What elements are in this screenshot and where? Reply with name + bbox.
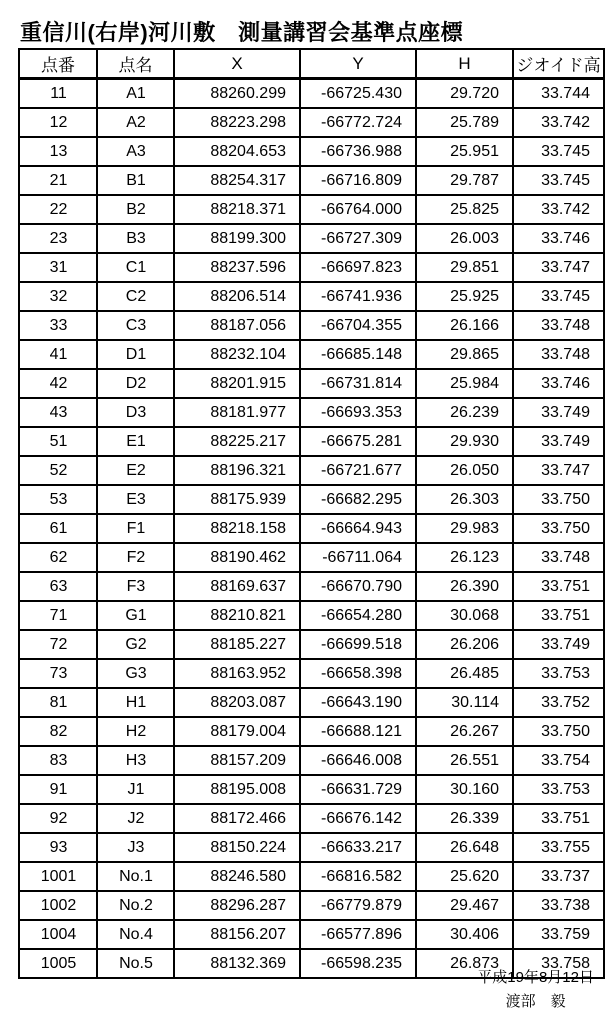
cell-point-number: 12 <box>19 108 97 137</box>
cell-point-name: G3 <box>97 659 174 688</box>
table-row <box>19 804 604 833</box>
cell-point-number: 1004 <box>19 920 97 949</box>
table-row <box>19 253 604 282</box>
cell-geoid-height: 33.745 <box>513 282 604 311</box>
cell-h: 25.789 <box>416 108 513 137</box>
footer <box>477 966 594 1014</box>
cell-y: -66633.217 <box>300 833 416 862</box>
cell-y: -66682.295 <box>300 485 416 514</box>
cell-point-name: J2 <box>97 804 174 833</box>
cell-x: 88204.653 <box>174 137 300 166</box>
cell-point-name: D3 <box>97 398 174 427</box>
cell-y: -66646.008 <box>300 746 416 775</box>
cell-x: 88190.462 <box>174 543 300 572</box>
cell-point-name: J3 <box>97 833 174 862</box>
cell-point-name: No.1 <box>97 862 174 891</box>
cell-geoid-height: 33.748 <box>513 543 604 572</box>
cell-h: 25.825 <box>416 195 513 224</box>
cell-point-number: 93 <box>19 833 97 862</box>
table-row <box>19 572 604 601</box>
cell-point-name: A3 <box>97 137 174 166</box>
cell-point-name: E1 <box>97 427 174 456</box>
cell-point-number: 82 <box>19 717 97 746</box>
cell-point-number: 13 <box>19 137 97 166</box>
cell-point-number: 92 <box>19 804 97 833</box>
cell-point-number: 1001 <box>19 862 97 891</box>
table-row <box>19 456 604 485</box>
coordinate-table <box>18 48 605 979</box>
cell-h: 29.865 <box>416 340 513 369</box>
cell-h: 26.166 <box>416 311 513 340</box>
col-header-geoid-height: ジオイド高 <box>513 49 604 79</box>
cell-h: 29.983 <box>416 514 513 543</box>
table-row <box>19 862 604 891</box>
cell-h: 26.003 <box>416 224 513 253</box>
cell-geoid-height: 33.759 <box>513 920 604 949</box>
cell-point-number: 71 <box>19 601 97 630</box>
table-row <box>19 543 604 572</box>
cell-point-number: 42 <box>19 369 97 398</box>
cell-point-name: No.4 <box>97 920 174 949</box>
cell-point-name: F2 <box>97 543 174 572</box>
cell-h: 26.339 <box>416 804 513 833</box>
cell-h: 26.873 <box>416 949 513 978</box>
cell-x: 88132.369 <box>174 949 300 978</box>
cell-point-name: H3 <box>97 746 174 775</box>
cell-x: 88206.514 <box>174 282 300 311</box>
cell-h: 25.951 <box>416 137 513 166</box>
cell-point-number: 43 <box>19 398 97 427</box>
cell-y: -66704.355 <box>300 311 416 340</box>
cell-geoid-height: 33.737 <box>513 862 604 891</box>
cell-y: -66670.790 <box>300 572 416 601</box>
cell-geoid-height: 33.747 <box>513 253 604 282</box>
cell-geoid-height: 33.746 <box>513 224 604 253</box>
cell-y: -66741.936 <box>300 282 416 311</box>
cell-point-number: 63 <box>19 572 97 601</box>
cell-point-name: H1 <box>97 688 174 717</box>
cell-h: 26.485 <box>416 659 513 688</box>
cell-h: 30.406 <box>416 920 513 949</box>
cell-y: -66685.148 <box>300 340 416 369</box>
cell-point-name: G2 <box>97 630 174 659</box>
cell-geoid-height: 33.747 <box>513 456 604 485</box>
cell-geoid-height: 33.749 <box>513 630 604 659</box>
cell-y: -66716.809 <box>300 166 416 195</box>
cell-point-name: D2 <box>97 369 174 398</box>
cell-h: 30.160 <box>416 775 513 804</box>
cell-x: 88157.209 <box>174 746 300 775</box>
cell-point-name: G1 <box>97 601 174 630</box>
table-row <box>19 137 604 166</box>
cell-x: 88246.580 <box>174 862 300 891</box>
cell-y: -66643.190 <box>300 688 416 717</box>
cell-y: -66725.430 <box>300 79 416 109</box>
cell-h: 30.114 <box>416 688 513 717</box>
cell-point-name: H2 <box>97 717 174 746</box>
cell-point-number: 73 <box>19 659 97 688</box>
cell-point-number: 41 <box>19 340 97 369</box>
table-row <box>19 166 604 195</box>
cell-h: 25.925 <box>416 282 513 311</box>
table-header-row <box>19 49 604 79</box>
cell-geoid-height: 33.744 <box>513 79 604 109</box>
cell-h: 26.050 <box>416 456 513 485</box>
cell-geoid-height: 33.751 <box>513 572 604 601</box>
cell-geoid-height: 33.748 <box>513 340 604 369</box>
cell-x: 88210.821 <box>174 601 300 630</box>
cell-point-name: B1 <box>97 166 174 195</box>
cell-x: 88195.008 <box>174 775 300 804</box>
cell-geoid-height: 33.751 <box>513 601 604 630</box>
cell-x: 88181.977 <box>174 398 300 427</box>
cell-y: -66654.280 <box>300 601 416 630</box>
cell-geoid-height: 33.742 <box>513 195 604 224</box>
cell-point-number: 11 <box>19 79 97 109</box>
cell-h: 29.787 <box>416 166 513 195</box>
cell-y: -66664.943 <box>300 514 416 543</box>
cell-geoid-height: 33.742 <box>513 108 604 137</box>
cell-h: 25.620 <box>416 862 513 891</box>
cell-x: 88196.321 <box>174 456 300 485</box>
cell-geoid-height: 33.745 <box>513 137 604 166</box>
cell-y: -66721.677 <box>300 456 416 485</box>
cell-y: -66736.988 <box>300 137 416 166</box>
cell-y: -66631.729 <box>300 775 416 804</box>
cell-y: -66731.814 <box>300 369 416 398</box>
cell-x: 88254.317 <box>174 166 300 195</box>
cell-point-number: 61 <box>19 514 97 543</box>
table-row <box>19 369 604 398</box>
table-row <box>19 717 604 746</box>
cell-point-name: B2 <box>97 195 174 224</box>
cell-point-name: C3 <box>97 311 174 340</box>
cell-h: 29.467 <box>416 891 513 920</box>
cell-h: 26.551 <box>416 746 513 775</box>
col-header-point-number: 点番 <box>19 49 97 79</box>
cell-x: 88163.952 <box>174 659 300 688</box>
table-row <box>19 108 604 137</box>
cell-point-number: 53 <box>19 485 97 514</box>
table-row <box>19 833 604 862</box>
cell-y: -66699.518 <box>300 630 416 659</box>
col-header-h: H <box>416 49 513 79</box>
cell-x: 88172.466 <box>174 804 300 833</box>
cell-point-name: J1 <box>97 775 174 804</box>
table-row <box>19 427 604 456</box>
cell-h: 25.984 <box>416 369 513 398</box>
table-row <box>19 398 604 427</box>
cell-x: 88223.298 <box>174 108 300 137</box>
cell-point-number: 31 <box>19 253 97 282</box>
table-row <box>19 891 604 920</box>
table-row <box>19 485 604 514</box>
cell-point-number: 33 <box>19 311 97 340</box>
cell-h: 26.390 <box>416 572 513 601</box>
cell-point-number: 72 <box>19 630 97 659</box>
cell-y: -66711.064 <box>300 543 416 572</box>
table-row <box>19 746 604 775</box>
cell-geoid-height: 33.750 <box>513 485 604 514</box>
cell-y: -66779.879 <box>300 891 416 920</box>
cell-x: 88201.915 <box>174 369 300 398</box>
cell-geoid-height: 33.753 <box>513 775 604 804</box>
cell-y: -66764.000 <box>300 195 416 224</box>
col-header-point-name: 点名 <box>97 49 174 79</box>
col-header-x: X <box>174 49 300 79</box>
cell-geoid-height: 33.754 <box>513 746 604 775</box>
table-row <box>19 282 604 311</box>
cell-x: 88199.300 <box>174 224 300 253</box>
cell-x: 88260.299 <box>174 79 300 109</box>
cell-geoid-height: 33.751 <box>513 804 604 833</box>
cell-point-name: F1 <box>97 514 174 543</box>
cell-h: 26.267 <box>416 717 513 746</box>
cell-point-number: 51 <box>19 427 97 456</box>
cell-x: 88156.207 <box>174 920 300 949</box>
cell-point-name: E2 <box>97 456 174 485</box>
table-row <box>19 340 604 369</box>
cell-h: 26.206 <box>416 630 513 659</box>
table-row <box>19 224 604 253</box>
cell-x: 88187.056 <box>174 311 300 340</box>
cell-h: 26.303 <box>416 485 513 514</box>
cell-y: -66675.281 <box>300 427 416 456</box>
page-title: 重信川(右岸)河川敷 測量講習会基準点座標 <box>20 20 464 45</box>
cell-x: 88185.227 <box>174 630 300 659</box>
table-row <box>19 630 604 659</box>
cell-h: 26.648 <box>416 833 513 862</box>
cell-point-name: C2 <box>97 282 174 311</box>
cell-point-number: 32 <box>19 282 97 311</box>
cell-geoid-height: 33.750 <box>513 514 604 543</box>
cell-x: 88203.087 <box>174 688 300 717</box>
cell-x: 88225.217 <box>174 427 300 456</box>
cell-x: 88150.224 <box>174 833 300 862</box>
cell-point-name: F3 <box>97 572 174 601</box>
cell-point-number: 52 <box>19 456 97 485</box>
table-row <box>19 775 604 804</box>
footer-name: 渡部 毅 <box>505 993 566 1010</box>
cell-x: 88175.939 <box>174 485 300 514</box>
table-row <box>19 514 604 543</box>
table-row <box>19 688 604 717</box>
cell-h: 29.851 <box>416 253 513 282</box>
cell-h: 26.123 <box>416 543 513 572</box>
cell-geoid-height: 33.753 <box>513 659 604 688</box>
cell-x: 88169.637 <box>174 572 300 601</box>
cell-geoid-height: 33.758 <box>513 949 604 978</box>
cell-y: -66772.724 <box>300 108 416 137</box>
cell-x: 88218.158 <box>174 514 300 543</box>
cell-point-number: 22 <box>19 195 97 224</box>
table-row <box>19 311 604 340</box>
cell-geoid-height: 33.749 <box>513 398 604 427</box>
cell-y: -66577.896 <box>300 920 416 949</box>
cell-x: 88218.371 <box>174 195 300 224</box>
cell-point-number: 81 <box>19 688 97 717</box>
cell-point-number: 83 <box>19 746 97 775</box>
cell-y: -66816.582 <box>300 862 416 891</box>
cell-geoid-height: 33.745 <box>513 166 604 195</box>
cell-x: 88179.004 <box>174 717 300 746</box>
cell-x: 88232.104 <box>174 340 300 369</box>
cell-point-number: 62 <box>19 543 97 572</box>
table-row <box>19 601 604 630</box>
cell-point-name: No.5 <box>97 949 174 978</box>
cell-y: -66727.309 <box>300 224 416 253</box>
cell-point-name: E3 <box>97 485 174 514</box>
cell-point-number: 1002 <box>19 891 97 920</box>
cell-x: 88237.596 <box>174 253 300 282</box>
cell-y: -66598.235 <box>300 949 416 978</box>
cell-y: -66693.353 <box>300 398 416 427</box>
cell-h: 29.720 <box>416 79 513 109</box>
cell-point-name: No.2 <box>97 891 174 920</box>
cell-h: 26.239 <box>416 398 513 427</box>
cell-y: -66658.398 <box>300 659 416 688</box>
cell-point-name: D1 <box>97 340 174 369</box>
cell-point-name: C1 <box>97 253 174 282</box>
cell-point-name: B3 <box>97 224 174 253</box>
cell-point-number: 21 <box>19 166 97 195</box>
col-header-y: Y <box>300 49 416 79</box>
table-row <box>19 920 604 949</box>
cell-y: -66676.142 <box>300 804 416 833</box>
cell-point-number: 91 <box>19 775 97 804</box>
cell-point-number: 23 <box>19 224 97 253</box>
cell-y: -66688.121 <box>300 717 416 746</box>
cell-x: 88296.287 <box>174 891 300 920</box>
cell-geoid-height: 33.746 <box>513 369 604 398</box>
cell-geoid-height: 33.755 <box>513 833 604 862</box>
cell-h: 30.068 <box>416 601 513 630</box>
cell-geoid-height: 33.750 <box>513 717 604 746</box>
footer-date: 平成19年8月12日 <box>477 969 594 986</box>
cell-y: -66697.823 <box>300 253 416 282</box>
cell-geoid-height: 33.738 <box>513 891 604 920</box>
cell-h: 29.930 <box>416 427 513 456</box>
table-row <box>19 79 604 109</box>
cell-point-number: 1005 <box>19 949 97 978</box>
cell-geoid-height: 33.748 <box>513 311 604 340</box>
cell-point-name: A2 <box>97 108 174 137</box>
cell-point-name: A1 <box>97 79 174 109</box>
table-row <box>19 659 604 688</box>
cell-geoid-height: 33.752 <box>513 688 604 717</box>
table-row <box>19 195 604 224</box>
cell-geoid-height: 33.749 <box>513 427 604 456</box>
